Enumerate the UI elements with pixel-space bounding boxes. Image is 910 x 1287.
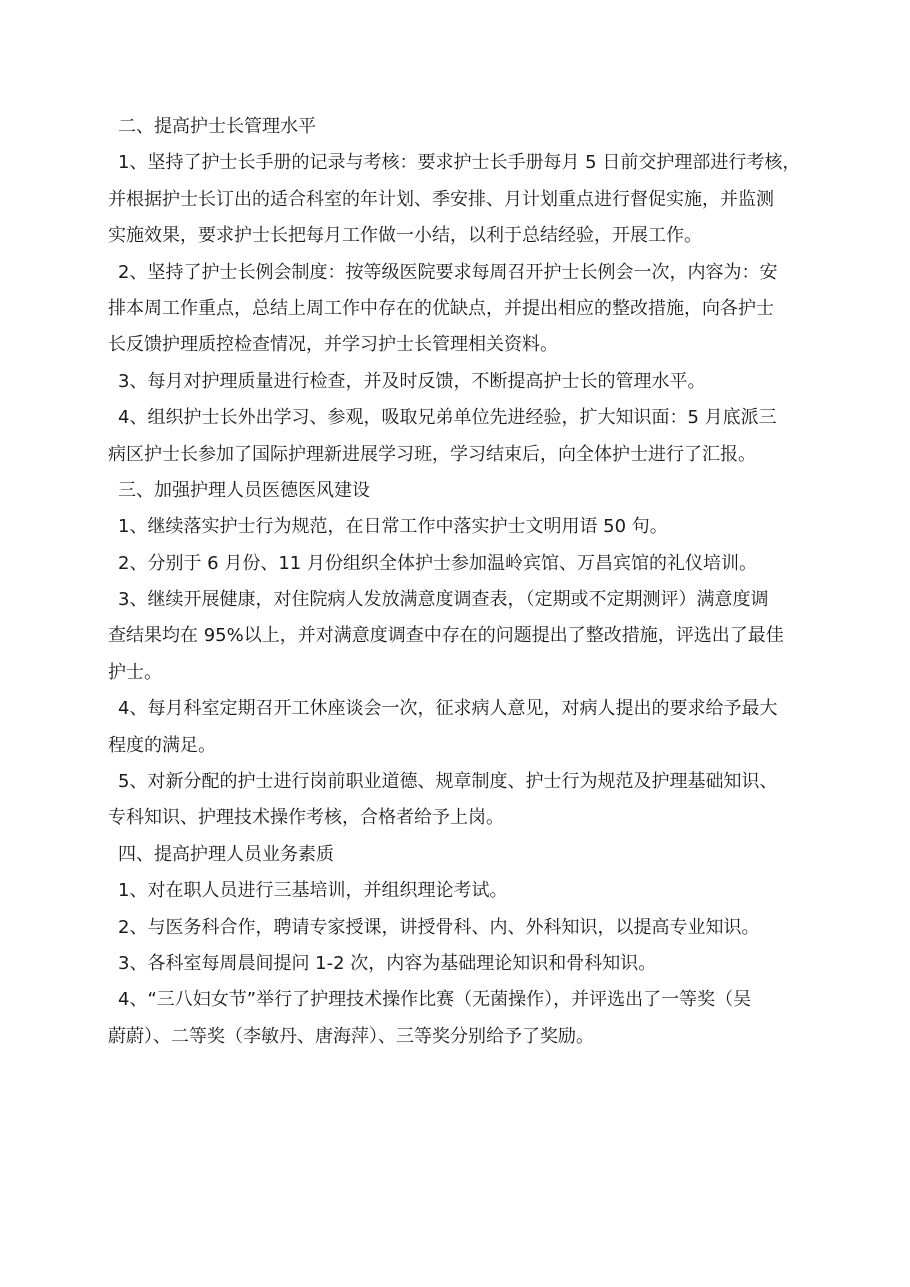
- paragraph-line: 4、每月科室定期召开工休座谈会一次，征求病人意见，对病人提出的要求给予最大: [118, 698, 778, 720]
- paragraph-line: 5、对新分配的护士进行岗前职业道德、规章制度、护士行为规范及护理基础知识、: [118, 771, 778, 793]
- document-body: [108, 109, 808, 1055]
- paragraph-line: 程度的满足。: [108, 734, 216, 756]
- section-heading: 三、加强护理人员医德医风建设: [118, 479, 370, 501]
- paragraph-line: 排本周工作重点，总结上周工作中存在的优缺点，并提出相应的整改措施，向各护士: [108, 297, 774, 319]
- paragraph-line: 2、分别于 6 月份、11 月份组织全体护士参加温岭宾馆、万昌宾馆的礼仪培训。: [118, 552, 757, 574]
- section-heading: 二、提高护士长管理水平: [118, 116, 316, 137]
- paragraph-line: 1、对在职人员进行三基培训，并组织理论考试。: [118, 880, 508, 902]
- paragraph-line: 护士。: [108, 661, 162, 683]
- paragraph-line: 2、与医务科合作，聘请专家授课，讲授骨科、内、外科知识，以提高专业知识。: [118, 916, 760, 938]
- paragraph-line: 并根据护士长订出的适合科室的年计划、季安排、月计划重点进行督促实施，并监测: [108, 188, 774, 210]
- paragraph-line: 长反馈护理质控检查情况，并学习护士长管理相关资料。: [108, 334, 558, 356]
- paragraph-line: 1、继续落实护士行为规范，在日常工作中落实护士文明用语 50 句。: [118, 516, 668, 538]
- paragraph-line: 3、每月对护理质量进行检查，并及时反馈，不断提高护士长的管理水平。: [118, 370, 706, 392]
- paragraph-line: 2、坚持了护士长例会制度：按等级医院要求每周召开护士长例会一次，内容为：安: [118, 261, 778, 283]
- paragraph-line: 专科知识、护理技术操作考核，合格者给予上岗。: [108, 807, 504, 829]
- paragraph-line: 4、组织护士长外出学习、参观，吸取兄弟单位先进经验，扩大知识面：5 月底派三: [118, 407, 777, 429]
- section-heading: 四、提高护理人员业务素质: [118, 843, 334, 865]
- paragraph-line: 4、“三八妇女节”举行了护理技术操作比赛（无菌操作），并评选出了一等奖（吴: [118, 989, 752, 1011]
- paragraph-line: 3、继续开展健康，对住院病人发放满意度调查表，（定期或不定期测评）满意度调: [118, 589, 769, 611]
- paragraph-line: 蔚蔚）、二等奖（李敏丹、唐海萍）、三等奖分别给予了奖励。: [108, 1025, 594, 1047]
- paragraph-line: 1、坚持了护士长手册的记录与考核：要求护士长手册每月 5 日前交护理部进行考核，: [118, 152, 801, 174]
- paragraph-line: 病区护士长参加了国际护理新进展学习班，学习结束后，向全体护士进行了汇报。: [108, 443, 756, 465]
- paragraph-line: 实施效果，要求护士长把每月工作做一小结，以利于总结经验，开展工作。: [108, 225, 702, 247]
- paragraph-line: 3、各科室每周晨间提问 1-2 次，内容为基础理论知识和骨科知识。: [118, 952, 657, 974]
- paragraph-line: 查结果均在 95%以上，并对满意度调查中存在的问题提出了整改措施，评选出了最佳: [108, 625, 784, 647]
